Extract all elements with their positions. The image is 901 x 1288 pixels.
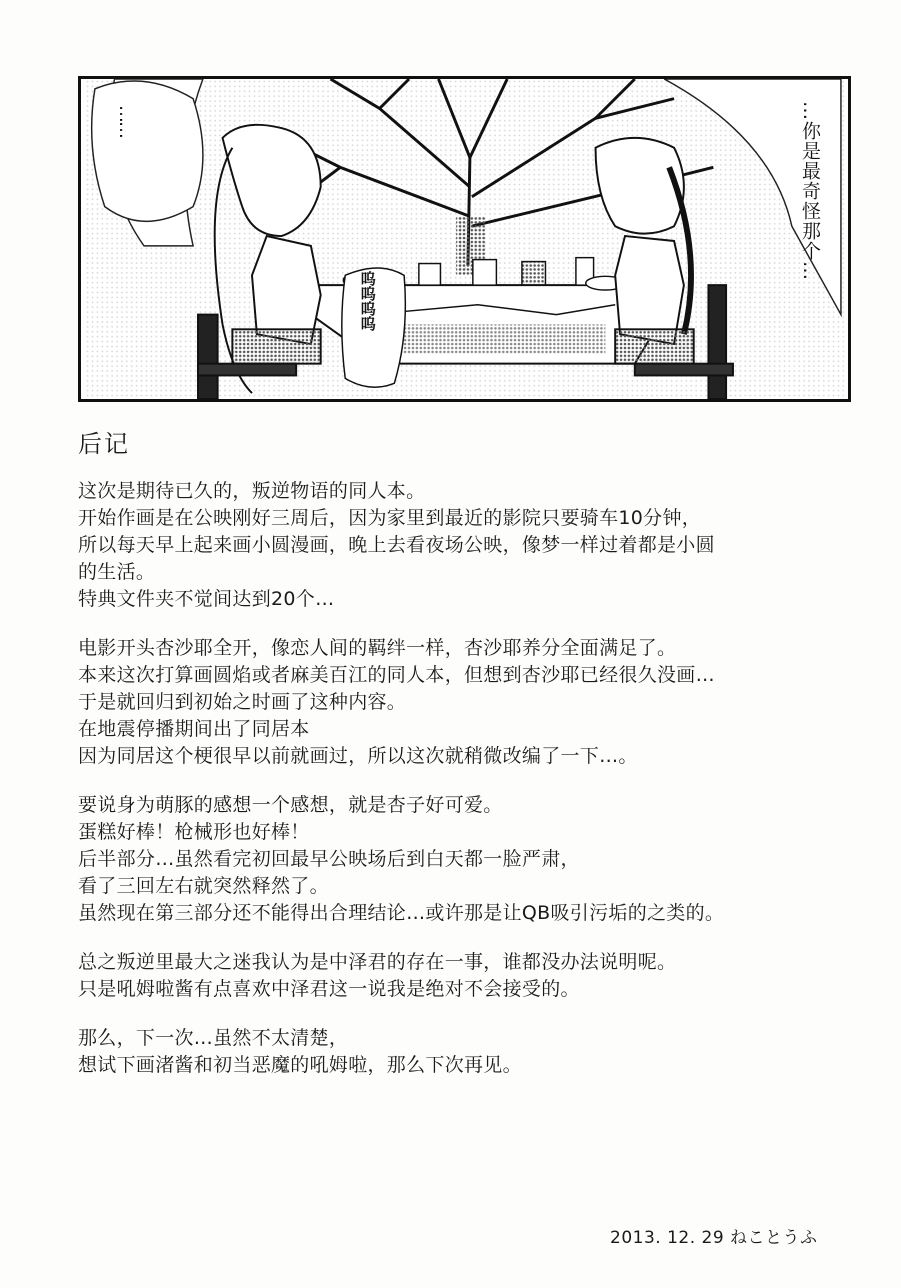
text-line: 后半部分…虽然看完初回最早公映场后到白天都一脸严肃， bbox=[78, 848, 580, 870]
paragraph bbox=[78, 1025, 838, 1079]
text-line: 虽然现在第三部分还不能得出合理结论…或许那是让QB吸引污垢的之类的。 bbox=[78, 902, 725, 924]
text-line: 这次是期待已久的，叛逆物语的同人本。 bbox=[78, 480, 426, 502]
date-signature: 2013. 12. 29 ねことうふ bbox=[610, 1228, 818, 1248]
text-line: 总之叛逆里最大之迷我认为是中泽君的存在一事，谁都没办法说明呢。 bbox=[78, 951, 677, 973]
paragraph bbox=[78, 478, 838, 613]
text-line: 在地震停播期间出了同居本 bbox=[78, 718, 310, 740]
sob-text: 呜呜呜呜 bbox=[358, 271, 377, 331]
text-line: 那么，下一次…虽然不太清楚， bbox=[78, 1027, 349, 1049]
speech-bubble-left bbox=[92, 81, 203, 221]
speech-text-right: …你是最奇怪那个… bbox=[798, 101, 821, 281]
text-line: 于是就回归到初始之时画了这种内容。 bbox=[78, 691, 407, 713]
afterword-body bbox=[78, 478, 838, 1101]
text-line: 要说身为萌豚的感想一个感想，就是杏子好可爱。 bbox=[78, 794, 503, 816]
manga-panel bbox=[78, 76, 851, 402]
text-line: 特典文件夹不觉间达到20个… bbox=[78, 588, 335, 610]
paragraph bbox=[78, 792, 838, 927]
afterword-heading: 后记 bbox=[78, 430, 130, 458]
text-line: 的生活。 bbox=[78, 561, 156, 583]
paragraph bbox=[78, 635, 838, 770]
text-line: 开始作画是在公映刚好三周后，因为家里到最近的影院只要骑车10分钟， bbox=[78, 507, 702, 529]
text-line: 看了三回左右就突然释然了。 bbox=[78, 875, 329, 897]
paragraph bbox=[78, 949, 838, 1003]
text-line: 所以每天早上起来画小圆漫画，晚上去看夜场公映，像梦一样过着都是小圆 bbox=[78, 534, 715, 556]
text-line: 因为同居这个梗很早以前就画过，所以这次就稍微改编了一下…。 bbox=[78, 745, 638, 767]
manga-illustration bbox=[81, 79, 848, 399]
text-line: 蛋糕好棒！枪械形也好棒！ bbox=[78, 821, 310, 843]
text-line: 想试下画渚酱和初当恶魔的吼姆啦，那么下次再见。 bbox=[78, 1054, 522, 1076]
text-line: 本来这次打算画圆焰或者麻美百江的同人本，但想到杏沙耶已经很久没画… bbox=[78, 664, 715, 686]
text-line: 电影开头杏沙耶全开，像恋人间的羁绊一样，杏沙耶养分全面满足了。 bbox=[78, 637, 677, 659]
text-line: 只是吼姆啦酱有点喜欢中泽君这一说我是绝对不会接受的。 bbox=[78, 978, 580, 1000]
speech-text-left: …… bbox=[114, 105, 136, 137]
